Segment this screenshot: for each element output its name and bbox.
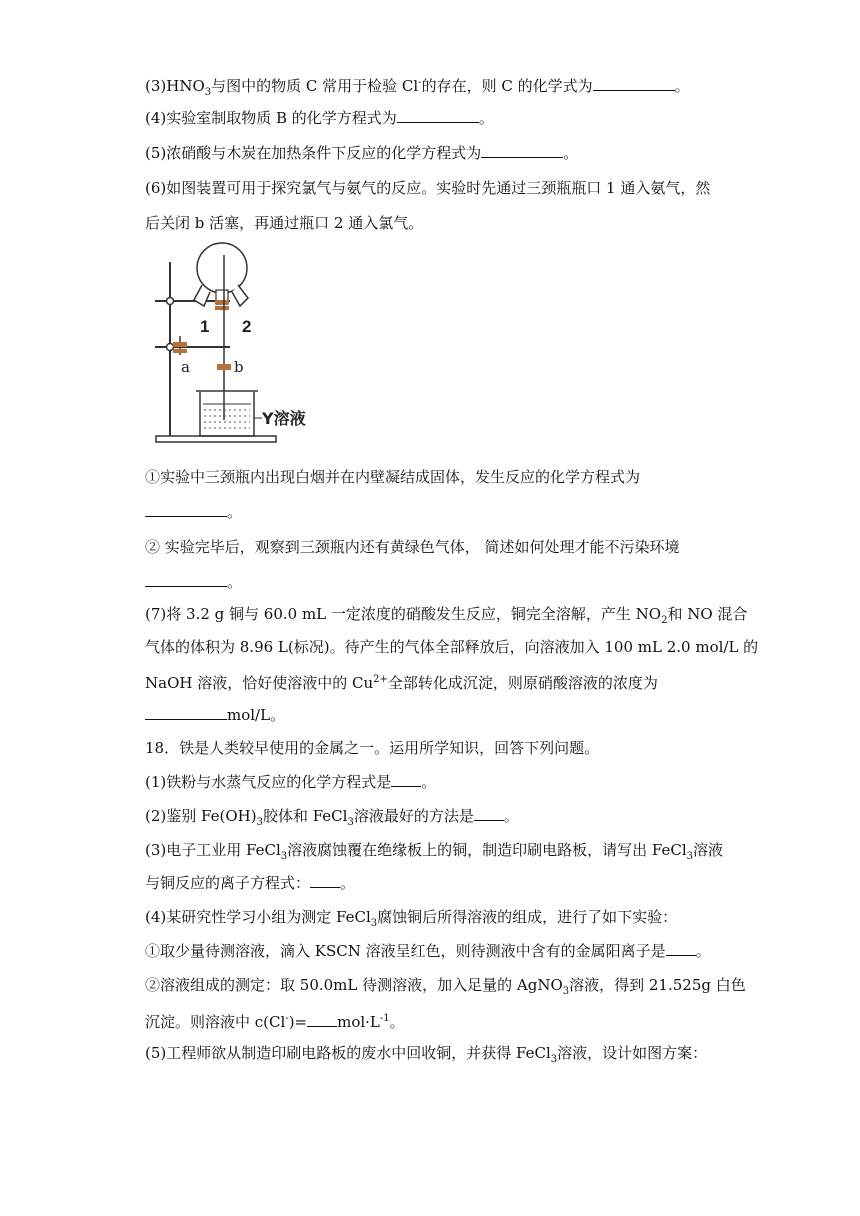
question-4: (4)实验室制取物质 B 的化学方程式为 。 bbox=[145, 109, 494, 127]
answer-blank[interactable] bbox=[307, 1011, 337, 1027]
clamp-joint-upper bbox=[167, 298, 174, 305]
valve-a-lower bbox=[173, 349, 187, 353]
question-7-line-4: mol/L。 bbox=[145, 704, 285, 726]
question-7-line-2: 气体的体积为 8.96 L(标况)。待产生的气体全部释放后，向溶液加入 100 mL 2.0 mol/L 的 bbox=[145, 638, 759, 656]
valve-a bbox=[173, 342, 187, 347]
solution-label: Y溶液 bbox=[262, 409, 306, 428]
valve-b bbox=[217, 364, 231, 370]
answer-blank[interactable] bbox=[397, 107, 479, 123]
question-18-3-line-1: (3)电子工业用 FeCl$_3$溶液腐蚀覆在绝缘板上的铜，制造印刷电路板，请写出 FeCl$_3$溶液 bbox=[145, 841, 724, 862]
answer-blank[interactable] bbox=[474, 805, 504, 821]
answer-blank[interactable] bbox=[145, 571, 227, 587]
question-18-1: (1)铁粉与水蒸气反应的化学方程式是 。 bbox=[145, 773, 437, 791]
question-6-part-1-answer: 。 bbox=[145, 501, 242, 523]
question-6-part-1: ①实验中三颈瓶内出现白烟并在内壁凝结成固体，发生反应的化学方程式为 bbox=[145, 468, 641, 486]
answer-blank[interactable] bbox=[145, 704, 227, 720]
stopper-bottom bbox=[215, 306, 229, 310]
question-18-4: (4)某研究性学习小组为测定 FeCl$_3$腐蚀铜后所得溶液的组成，进行了如下实验： bbox=[145, 908, 678, 929]
answer-blank[interactable] bbox=[310, 872, 340, 888]
question-3: $(3)HNO_3$与图中的物质 C 常用于检验 Cl-的存在，则 C 的化学式为 。 bbox=[145, 77, 690, 98]
question-7-line-1: (7)将 3.2 g 铜与 60.0 mL 一定浓度的硝酸发生反应，铜完全溶解，产生 $NO_2$和 NO 混合 bbox=[145, 605, 748, 626]
valve-label-a: a bbox=[181, 358, 190, 376]
answer-blank[interactable] bbox=[593, 75, 675, 91]
question-18-5: (5)工程师欲从制造印刷电路板的废水中回收铜，并获得 FeCl$_3$溶液，设计如图方案： bbox=[145, 1044, 708, 1065]
question-6-line-1: (6)如图装置可用于探究氯气与氨气的反应。实验时先通过三颈瓶瓶口 1 通入氨气，然 bbox=[145, 179, 711, 197]
three-neck-flask bbox=[197, 243, 247, 293]
answer-blank[interactable] bbox=[391, 771, 421, 787]
question-18-2: (2)鉴别 $Fe(OH)_3$胶体和 FeCl$_3$溶液最好的方法是 。 bbox=[145, 807, 519, 828]
apparatus-figure bbox=[150, 240, 330, 450]
question-7-line-3: NaOH 溶液，恰好使溶液中的 $Cu^{2+}$全部转化成沉淀，则原硝酸溶液的浓度为 bbox=[145, 674, 658, 692]
question-18-4-part-2-line-2: 沉淀。则溶液中 $c(Cl^-)= mol\cdot L^{-1}$。 bbox=[145, 1013, 405, 1031]
answer-blank[interactable] bbox=[145, 501, 227, 517]
question-6-line-2: 后关闭 b 活塞，再通过瓶口 2 通入氯气。 bbox=[145, 214, 424, 232]
question-18-4-part-2-line-1: ②溶液组成的测定：取 50.0mL 待测溶液，加入足量的 AgNO$_3$溶液，得到 21.525g 白色 bbox=[145, 976, 746, 997]
flask-label-2: 2 bbox=[242, 317, 252, 336]
flask-label-1: 1 bbox=[200, 317, 210, 336]
answer-blank[interactable] bbox=[481, 142, 563, 158]
answer-blank[interactable] bbox=[666, 940, 696, 956]
stopper-top bbox=[215, 300, 229, 304]
apparatus-diagram bbox=[150, 240, 330, 450]
question-6-part-2-answer: 。 bbox=[145, 571, 242, 593]
clamp-joint-lower bbox=[167, 344, 174, 351]
question-6-part-2: ② 实验完毕后，观察到三颈瓶内还有黄绿色气体， 简述如何处理才能不污染环境 bbox=[145, 538, 680, 556]
question-18-3-line-2: 与铜反应的离子方程式： 。 bbox=[145, 874, 356, 892]
liquid-hatching bbox=[204, 410, 250, 428]
question-5: (5)浓硝酸与木炭在加热条件下反应的化学方程式为 。 bbox=[145, 144, 579, 162]
valve-label-b: b bbox=[234, 358, 244, 376]
stand-base bbox=[156, 436, 276, 442]
question-18-title: 18．铁是人类较早使用的金属之一。运用所学知识，回答下列问题。 bbox=[145, 739, 600, 757]
beaker bbox=[200, 392, 254, 436]
question-18-4-part-1: ①取少量待测溶液，滴入 KSCN 溶液呈红色，则待测液中含有的金属阳离子是 。 bbox=[145, 942, 711, 960]
